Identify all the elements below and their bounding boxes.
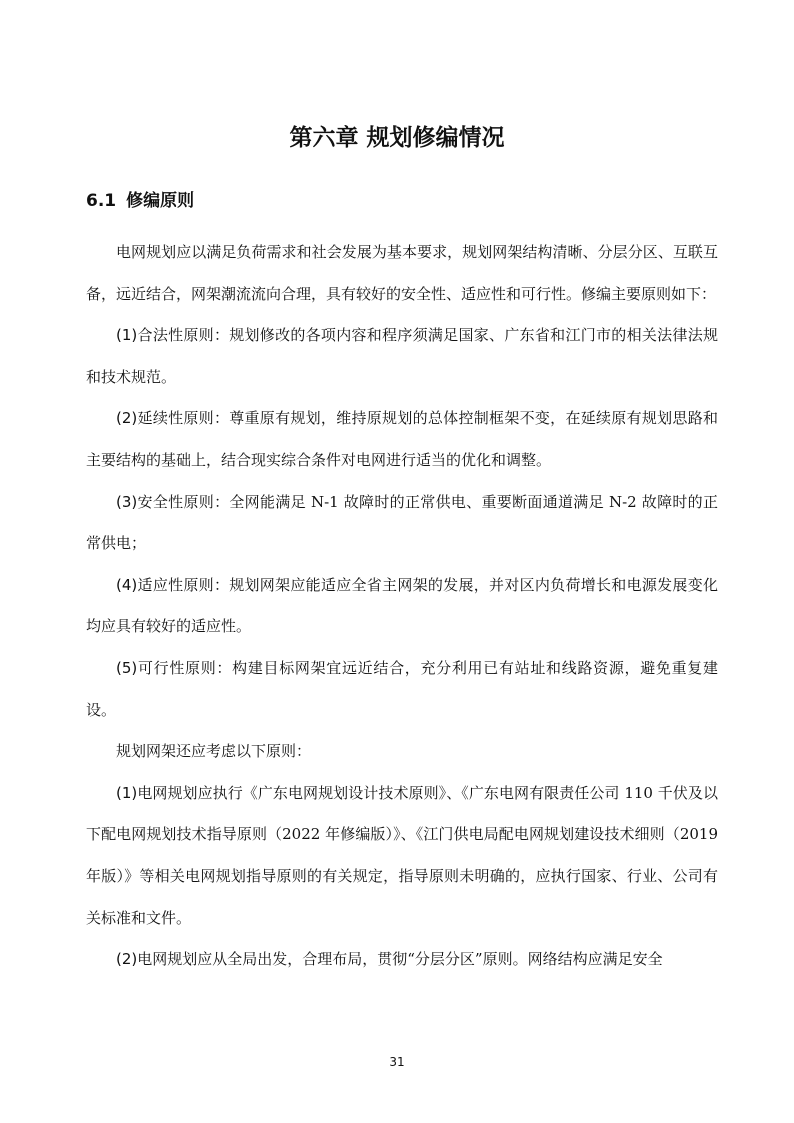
body-text: [86, 232, 718, 981]
paragraph-text: 可行性原则：构建目标网架宜远近结合，充分利用已有站址和线路资源，避免重复建设。: [86, 658, 718, 719]
paragraph-principle-3: [86, 482, 718, 565]
section-heading: [86, 186, 194, 216]
paragraph-label: (2): [116, 409, 138, 428]
paragraph-label: (1): [116, 326, 138, 345]
paragraph-principle-4: [86, 565, 718, 648]
paragraph-label: (1): [116, 783, 138, 802]
paragraph-text: 电网规划应从全局出发，合理布局，贯彻“分层分区”原则。网络结构应满足安全: [137, 950, 663, 969]
paragraph-principle-1: [86, 315, 718, 398]
paragraph-label: (5): [116, 658, 138, 677]
section-number: 6.1: [86, 191, 117, 211]
paragraph-label: (2): [116, 950, 138, 969]
paragraph-text: 延续性原则：尊重原有规划，维持原规划的总体控制框架不变，在延续原有规划思路和主要结构的基础上，结合现实综合条件对电网进行适当的优化和调整。: [86, 409, 718, 469]
paragraph-text: 适应性原则：规划网架应能适应全省主网架的发展，并对区内负荷增长和电源发展变化均应具有较好的适应性。: [86, 575, 718, 636]
paragraph-text: 合法性原则：规划修改的各项内容和程序须满足国家、广东省和江门市的相关法律法规和技术规范。: [86, 326, 718, 386]
page-number: 31: [389, 1055, 405, 1069]
paragraph-principle-2: [86, 398, 718, 481]
paragraph-additional-2: [86, 939, 718, 981]
paragraph-intro: [86, 232, 718, 315]
paragraph-additional-1: [86, 773, 718, 939]
paragraph-text: 安全性原则：全网能满足 N-1 故障时的正常供电、重要断面通道满足 N-2 故障时的正常供电；: [86, 492, 718, 553]
paragraph-text: 规划网架还应考虑以下原则：: [116, 742, 312, 761]
paragraph-text: 电网规划应以满足负荷需求和社会发展为基本要求，规划网架结构清晰、分层分区、互联互备，远近结合，网架潮流流向合理，具有较好的安全性、适应性和可行性。修编主要原则如下：: [86, 243, 718, 303]
section-title: 修编原则: [126, 191, 195, 211]
paragraph-principle-5: [86, 648, 718, 731]
chapter-title: 第六章 规划修编情况: [289, 125, 505, 151]
paragraph-label: (3): [116, 492, 138, 511]
paragraph-label: (4): [116, 575, 138, 594]
paragraph-text: 电网规划应执行《广东电网规划设计技术原则》、《广东电网有限责任公司 110 千伏及以下配电网规划技术指导原则（2022 年修编版）》、《江门供电局配电网规划建设技术细则（2019 年版）》等相关电网规划指导原则的有关规定，指导原则未明确的，应执行国家、行业、公司有关标准和文件。: [86, 783, 718, 927]
paragraph-additional-intro: [86, 731, 718, 773]
